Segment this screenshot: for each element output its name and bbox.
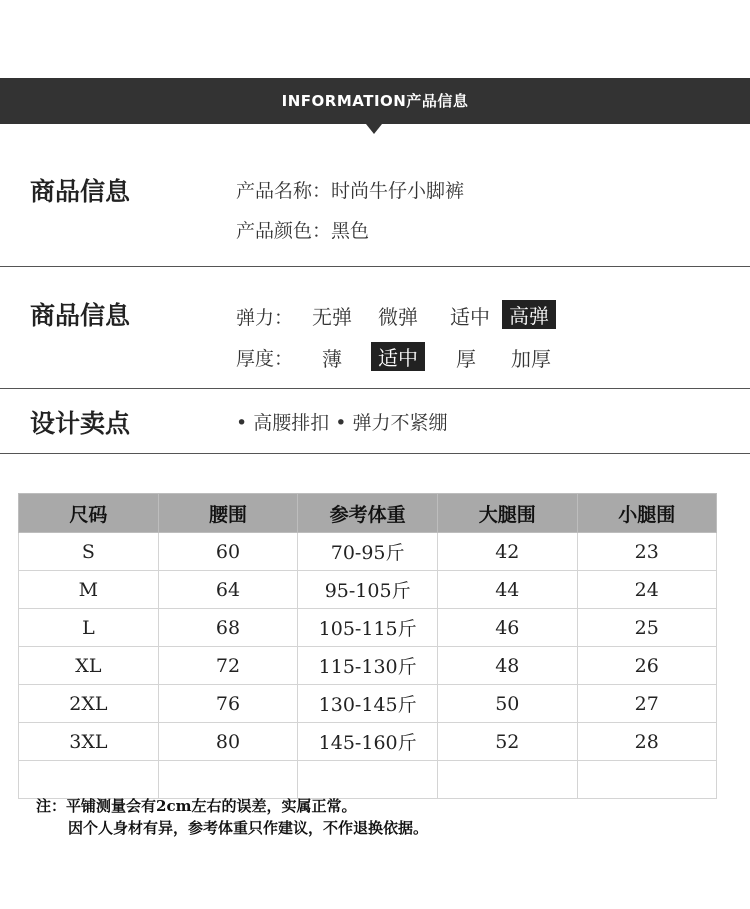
cell-size: S — [19, 533, 159, 571]
cell-waist: 68 — [158, 609, 297, 647]
header-waist: 腰围 — [158, 494, 297, 533]
product-name-line: 产品名称：时尚牛仔小脚裤 — [236, 180, 465, 202]
header-size: 尺码 — [19, 494, 159, 533]
divider — [0, 266, 750, 267]
cell-waist: 80 — [158, 723, 297, 761]
thickness-option-thick: 厚 — [456, 347, 476, 371]
cell-calf: 28 — [577, 723, 716, 761]
banner-arrow-icon — [366, 124, 382, 134]
elasticity-option-medium: 适中 — [450, 305, 490, 329]
cell-calf: 27 — [577, 685, 716, 723]
cell-size: XL — [19, 647, 159, 685]
cell-empty — [19, 761, 159, 799]
cell-weight: 145-160斤 — [298, 723, 438, 761]
cell-thigh: 42 — [438, 533, 577, 571]
elasticity-option-high-selected: 高弹 — [502, 300, 556, 329]
elasticity-option-none: 无弹 — [312, 305, 352, 329]
thickness-option-extra-thick: 加厚 — [511, 347, 551, 371]
cell-waist: 72 — [158, 647, 297, 685]
cell-size: M — [19, 571, 159, 609]
cell-empty — [438, 761, 577, 799]
cell-thigh: 50 — [438, 685, 577, 723]
cell-weight: 115-130斤 — [298, 647, 438, 685]
cell-weight: 105-115斤 — [298, 609, 438, 647]
cell-calf: 24 — [577, 571, 716, 609]
cell-weight: 70-95斤 — [298, 533, 438, 571]
cell-waist: 64 — [158, 571, 297, 609]
elasticity-label: 弹力： — [236, 307, 294, 329]
cell-empty — [158, 761, 297, 799]
section-title-product-info: 商品信息 — [30, 177, 131, 206]
thickness-option-thin: 薄 — [322, 347, 342, 371]
table-row — [19, 685, 717, 723]
table-row-empty — [19, 761, 717, 799]
table-header-row — [19, 494, 717, 533]
cell-empty — [298, 761, 438, 799]
header-thigh: 大腿围 — [438, 494, 577, 533]
cell-calf: 25 — [577, 609, 716, 647]
table-row — [19, 571, 717, 609]
selling-point: • 高腰排扣 — [236, 412, 330, 434]
cell-size: L — [19, 609, 159, 647]
thickness-label: 厚度： — [236, 348, 294, 370]
cell-waist: 76 — [158, 685, 297, 723]
header-calf: 小腿围 — [577, 494, 716, 533]
cell-size: 3XL — [19, 723, 159, 761]
table-row — [19, 723, 717, 761]
cell-thigh: 52 — [438, 723, 577, 761]
table-row — [19, 533, 717, 571]
cell-thigh: 44 — [438, 571, 577, 609]
info-banner: INFORMATION产品信息 — [0, 78, 750, 124]
thickness-option-medium-selected: 适中 — [371, 342, 425, 371]
cell-thigh: 46 — [438, 609, 577, 647]
product-color-line: 产品颜色：黑色 — [236, 220, 370, 242]
cell-waist: 60 — [158, 533, 297, 571]
section-title-selling-points: 设计卖点 — [30, 409, 131, 438]
size-table — [18, 493, 717, 799]
elasticity-option-slight: 微弹 — [378, 305, 418, 329]
cell-weight: 130-145斤 — [298, 685, 438, 723]
table-row — [19, 609, 717, 647]
cell-size: 2XL — [19, 685, 159, 723]
selling-points-line — [236, 408, 448, 435]
note-line-2: 因个人身材有异，参考体重只作建议，不作退换依据。 — [68, 819, 429, 837]
cell-empty — [577, 761, 716, 799]
cell-thigh: 48 — [438, 647, 577, 685]
cell-calf: 23 — [577, 533, 716, 571]
table-row — [19, 647, 717, 685]
header-weight: 参考体重 — [298, 494, 438, 533]
divider — [0, 388, 750, 389]
cell-weight: 95-105斤 — [298, 571, 438, 609]
divider — [0, 453, 750, 454]
section-title-attributes: 商品信息 — [30, 301, 131, 330]
cell-calf: 26 — [577, 647, 716, 685]
note-line-1: 注：平铺测量会有2cm左右的误差，实属正常。 — [36, 797, 357, 815]
selling-point: • 弹力不紧绷 — [335, 412, 448, 434]
